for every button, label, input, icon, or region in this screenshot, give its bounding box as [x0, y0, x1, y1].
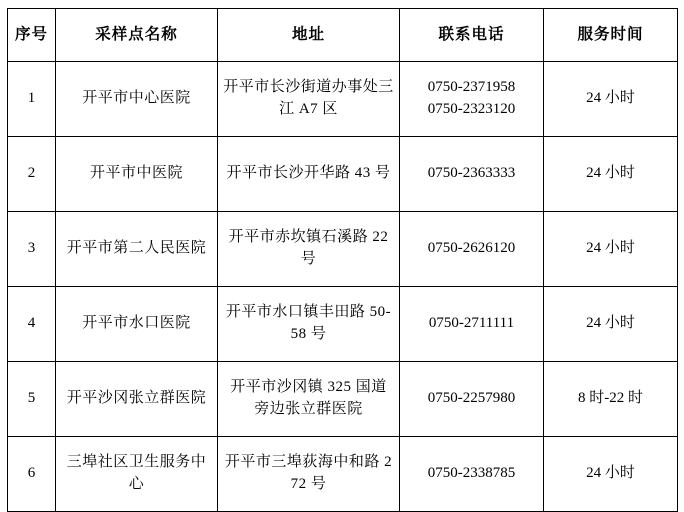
cell-site-name: 开平市第二人民医院 [56, 212, 218, 287]
cell-address: 开平市长沙开华路 43 号 [218, 137, 400, 212]
table-row [8, 437, 678, 512]
cell-service-hours: 24 小时 [544, 437, 678, 512]
phone-line: 0750-2257980 [427, 390, 516, 407]
cell-service-hours: 24 小时 [544, 137, 678, 212]
cell-phone [400, 287, 544, 362]
phone-line: 0750-2338785 [427, 465, 516, 482]
table-row [8, 362, 678, 437]
phone-line: 0750-2626120 [427, 240, 516, 257]
cell-address: 开平市长沙街道办事处三江 A7 区 [218, 62, 400, 137]
phone-line: 0750-2711111 [428, 315, 515, 332]
cell-phone [400, 437, 544, 512]
cell-address: 开平市水口镇丰田路 50-58 号 [218, 287, 400, 362]
cell-service-hours: 24 小时 [544, 287, 678, 362]
document-page [0, 8, 684, 511]
cell-service-hours: 24 小时 [544, 62, 678, 137]
table-header-row [8, 9, 678, 62]
cell-phone [400, 137, 544, 212]
table-header [8, 9, 678, 62]
cell-index: 1 [8, 62, 56, 137]
cell-site-name: 开平市中心医院 [56, 62, 218, 137]
table-body [8, 62, 678, 512]
sampling-sites-table [7, 8, 678, 512]
cell-index: 4 [8, 287, 56, 362]
column-header-site-name: 采样点名称 [56, 9, 218, 62]
cell-service-hours: 24 小时 [544, 212, 678, 287]
cell-address: 开平市赤坎镇石溪路 22 号 [218, 212, 400, 287]
table-row [8, 137, 678, 212]
cell-index: 3 [8, 212, 56, 287]
phone-line: 0750-2323120 [427, 101, 516, 117]
table-row [8, 287, 678, 362]
cell-site-name: 开平市水口医院 [56, 287, 218, 362]
column-header-address: 地址 [218, 9, 400, 62]
column-header-phone: 联系电话 [400, 9, 544, 62]
phone-line: 0750-2363333 [427, 165, 516, 182]
phone-line: 0750-2371958 [427, 79, 516, 96]
cell-index: 6 [8, 437, 56, 512]
cell-site-name: 三埠社区卫生服务中心 [56, 437, 218, 512]
table-row [8, 62, 678, 137]
cell-index: 5 [8, 362, 56, 437]
cell-service-hours: 8 时-22 时 [544, 362, 678, 437]
column-header-service-hours: 服务时间 [544, 9, 678, 62]
cell-site-name: 开平市中医院 [56, 137, 218, 212]
table-row [8, 212, 678, 287]
cell-address: 开平市三埠荻海中和路 272 号 [218, 437, 400, 512]
cell-site-name: 开平沙冈张立群医院 [56, 362, 218, 437]
cell-phone [400, 362, 544, 437]
cell-address: 开平市沙冈镇 325 国道旁边张立群医院 [218, 362, 400, 437]
cell-index: 2 [8, 137, 56, 212]
column-header-index: 序号 [8, 9, 56, 62]
cell-phone [400, 62, 544, 137]
cell-phone [400, 212, 544, 287]
